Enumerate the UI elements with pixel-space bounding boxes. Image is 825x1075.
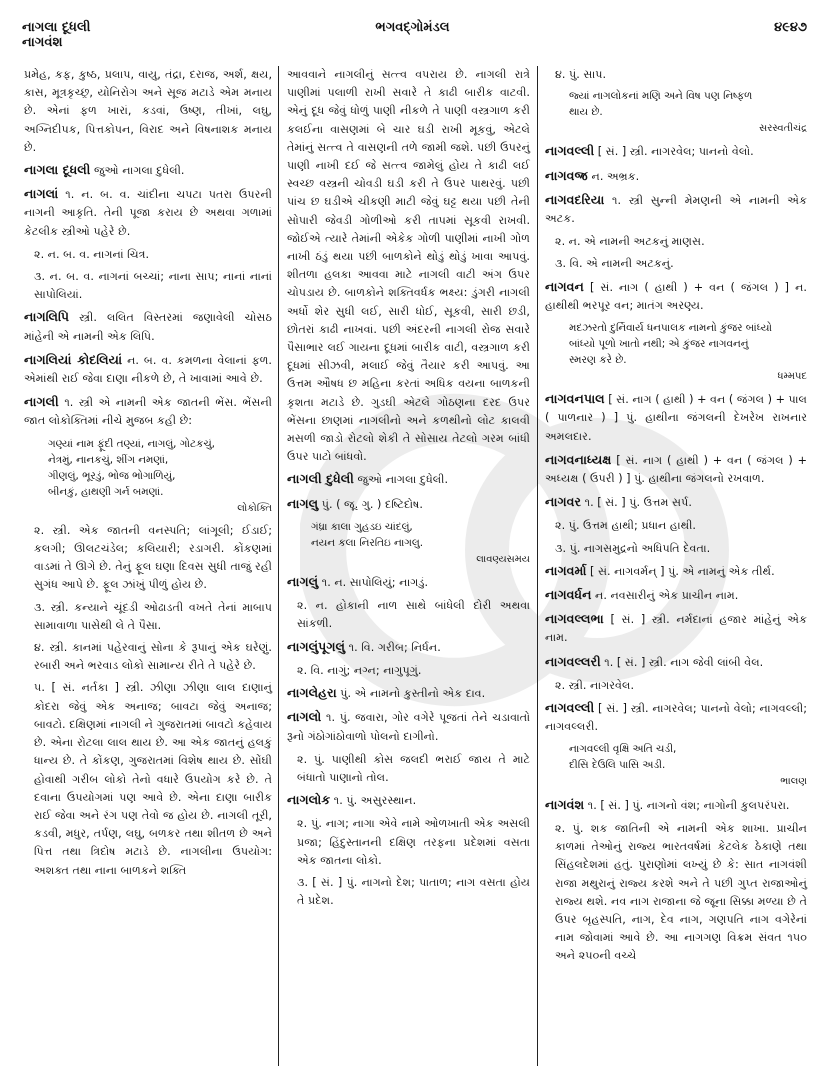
quotation-line: સ્મરણ કરે છે.	[569, 354, 627, 367]
dictionary-entry	[24, 308, 272, 345]
headword: નાગવનપાલ	[545, 391, 605, 407]
headword: નાગલુ	[287, 495, 319, 511]
definition: ૧. [ સં. ] પું. ઉત્તમ સર્પ.	[584, 496, 692, 510]
continued-text: આવવાને નાગલીનું સત્ત્વ વપરાય છે. નાગલી રાત્રે પાણીમાં પલાળી રાખી સવારે તે કાઢી બારીક વાટવી. એનું દૂધ જેવું ધોળું પાણી નીકળે તે પાણી વસ્ત્રગાળ કરી કલઈના વાસણમાં બે ચાર ઘડી રાખી મૂકવું, એટલે તેમાંનું સત્ત્વ તે વાસણની તળે જામી જશે. પછી ઉપરનું પાણી નાખી દઈ જે સત્ત્વ જામેલું હોય તે કાઢી લઈ સ્વચ્છ વસ્ત્રની ચોવડી ઘડી કરી તે ઉપર પાથરવું. પછી પાંચ છ ઘડીએ ચીકણી માટી જેવું ઘટ્ટ થયા પછી તેની સોપારી જેવડી ગોળીઓ કરી તાપમાં સૂકવી રાખવી. જોઈએ ત્યારે તેમાંની એકેક ગોળી પાણીમાં નાખી ગોળ નાખી ઠંડું થયા પછી બાળકોને થોડું થોડું ખાવા આપવું. શીતળા હલકા આવવા માટે નાગલી વાટી અંગ ઉપર ચોપડાય છે. બાળકોને શક્તિવર્ધક ભક્ષ્ય: ડુંગરી નાગલી અર્ધો શેર સુધી લઈ, સારી ધોઈ, સૂકવી, સારી છડી, છોતરાં કાઢી નાખવાં. પછી અંદરની નાગલી રોજ સવારે પૈસાભાર લઈ ગાયના દૂધમાં બારીક વાટી, વસ્ત્રગાળ કરી દૂધમાં સીઝવી, મલાઈ જેવું તૈયાર કરી આપવું. આ ઉત્તમ ઔષધ છ મહિના કરતાં અધિક વયના બાળકની કૃશતા મટાડે છે. ગુડઘી એટલે ગોઠણના દરદ ઉપર ભેંસના છાણમાં નાગલીનો અને કળથીનો લોટ કાલવી મસળી જાડો રોટલો શેકી તે સોસાય તેટલો ગરમ બાંધી ઉપર પાટો બાંધવો.	[287, 68, 530, 464]
dictionary-entry	[545, 699, 807, 736]
dictionary-entry	[287, 638, 530, 657]
dictionary-entry	[24, 161, 272, 180]
headword: નાગવંશ	[545, 796, 585, 812]
quotation-line: બીનકું, હાથણી ગર્ન બમણાં.	[48, 485, 164, 498]
headword: નાગલોક	[287, 792, 331, 808]
headword: નાગવલ્લી	[545, 700, 595, 716]
quotation-source: લોકોક્તિ	[237, 502, 272, 514]
quotation-line: દીસિ દેઉલિ પાસિ અડી.	[569, 759, 666, 772]
dictionary-entry	[545, 142, 807, 161]
dictionary-entry	[545, 451, 807, 488]
continued-text: પ્રમેહ, કફ, કુષ્ઠ, પ્રલાપ, વાયુ, તંદ્રા, દરાજ, અર્શ, ક્ષય, કાસ, મૂત્રકૃચ્છ્ર, યોનિરોગ અને સૂજ મટાડે એમ મનાય છે. એનાં ફળ ખારાં, કડવાં, ઉષ્ણ, તીખાં, લઘુ, અગ્નિદીપક, પિત્તકોપન, વિરાદ અને વિષનાશક મનાય છે.	[24, 68, 272, 154]
dictionary-entry	[287, 791, 530, 810]
headword: નાગવર્ધન	[545, 587, 592, 603]
definition: ૧. ન. સાપોલિયું; નાગડું.	[321, 576, 429, 590]
headword: નાગવલ્લરી	[545, 653, 601, 669]
definition: ૧. સ્ત્રી સુન્ની મેમણની એ નામની એક અટક.	[545, 193, 807, 226]
headword: નાગલાં	[24, 186, 59, 202]
definition: ન. બ. વ. કમળના વેલાનાં ફળ. એમાંથી રાઈ જેવા દાણા નીકળે છે, તે ખાવામાં આવે છે.	[24, 353, 272, 386]
dictionary-entry	[545, 586, 807, 605]
definition: [ સં. નાગ ( હાથી ) + વન ( જંગલ ) ] ન. હાથીથી ભરપૂર વન; માતંગ અરણ્ય.	[545, 280, 807, 312]
dictionary-entry	[545, 278, 807, 315]
definition: ૧. ન. બ. વ. ચાંદીના ચપટા પતરા ઉપરની નાગની આકૃતિ. તેની પૂજા કરાય છે અથવા ગળામાં કેટલીક સ્ત્રીઓ પહેરે છે.	[24, 188, 273, 238]
quotation-source: ભાલણ	[780, 776, 807, 788]
sense: ૨. પું. નાગ; નાગા એવે નામે ઓળખાતી એક અસલી પ્રજા; હિંદુસ્તાનની દક્ષિણ તરફના પ્રદેશમાં વસતા એક જાતના લોકો.	[297, 817, 530, 867]
sense: ૩. [ સં. ] પું. નાગનો દેશ; પાતાળ; નાગ વસતા હોય તે પ્રદેશ.	[297, 875, 530, 908]
dictionary-entry	[545, 493, 807, 512]
dictionary-entry	[287, 470, 530, 489]
definition: [ સં. નાગ ( હાથી ) + વન ( જંગલ ) + અધ્યક્ષ ( ઉપરી ) ] પું. હાથીના જંગલનો રખવાળ.	[545, 453, 807, 486]
sense: ૩. સ્ત્રી. કન્યાને ચૂંદડી ઓઢાડતી વખતે તેનાં માબાપ સામાવાળા પાસેથી લે તે પૈસા.	[34, 600, 272, 632]
headword: નાગલી	[24, 394, 59, 410]
headword: નાગલુંપૂગલું	[287, 638, 346, 654]
sense: ૩. પું. નાગસમુદ્રનો અધિપતિ દેવતા.	[555, 541, 711, 555]
definition: [ સં. નાગ ( હાથી ) + વન ( જંગલ ) + પાલ ( પાળનાર ) ] પું. હાથીના જંગલની દેખરેખ રાખનાર અમલદાર.	[545, 393, 807, 443]
sense: ૨. ન. બ. વ. નાગનાં ચિત્ર.	[34, 247, 150, 261]
quotation-source: સરસ્વતીચંદ્ર	[759, 123, 807, 135]
column-3	[545, 66, 807, 970]
quotation-line: નયન કલા નિરતિઇ નાગલુ.	[311, 536, 424, 549]
sense: ૨. ન. એ નામની અટકનું માણસ.	[555, 235, 705, 249]
headword: નાગવનાધ્યક્ષ	[545, 451, 612, 467]
dictionary-entry	[545, 610, 807, 647]
headword: નાગવલ્લી	[545, 143, 595, 159]
definition: ન. અભ્રક.	[591, 169, 640, 183]
sense: ૪. પું. સાપ.	[555, 68, 607, 81]
sense: ૨. પું. શક જાતિની એ નામની એક શાખા. પ્રાચીન કાળમાં તેઓનું રાજ્ય ભારતવર્ષમાં કેટલેક ઠેકાણે તથા સિંહલદેશમાં હતું. પુરાણોમાં લખ્યું છે કે: સાત નાગવંશી રાજા મથુરાનું રાજ્ય કરશે અને તે પછી ગુપ્ત રાજાઓનું રાજ્ય થશે. નવ નાગ રાજાના જે જૂના સિક્કા મળ્યા છે તે ઉપર બૃહસ્પતિ, નાગ, દેવ નાગ, ગણપતિ નાગ વગેરેનાં નામ જોવામાં આવે છે. આ નાગગણ વિક્રમ સંવત ૧૫૦ અને ૨૫૦ની વચ્ચે	[555, 821, 807, 963]
quotation-line: ગણ્યાં નામ ફૂંદી તણ્યાં, નાગલું, ગોટકચું,	[48, 437, 215, 450]
definition: ૧. [ સં. ] પું. નાગનો વંશ; નાગોની કુલપરંપરા.	[587, 798, 790, 812]
headword: નાગલી દુધેલી	[287, 471, 354, 487]
definition: ૧. પું. જવારા, ગોર વગેરે પૂજતાં તેને ચડાવાતો રૂનો ગંઠોગાંઠોવાળો પોલનો દાગીનો.	[287, 711, 530, 743]
headword: નાગલો	[287, 709, 322, 725]
headword: નાગવર્મા	[545, 562, 587, 578]
page-number: ૪૯૪૭	[774, 20, 807, 35]
dictionary-entry	[24, 185, 272, 241]
definition: [ સં. ] સ્ત્રી. નાગરવેલ; પાનનો વેલો; નાગવલ્લી; નાગવલ્લરી.	[545, 702, 807, 734]
quotation-line: મદઝરતો દુર્નિવાર્ય ધનપાલક નામનો કુંજર બાંધ્યો	[569, 322, 772, 335]
sense: ૪. સ્ત્રી. કાનમાં પહેરવાનું સોના કે રૂપાનું એક ઘરેણું. રબારી અને ભરવાડ લોકો સામાન્ય રીતે તે પહેરે છે.	[34, 641, 272, 673]
sense: ૨. ન. હોકાની નાળ સાથે બાંધેલી દોરી અથવા સાંકળી.	[297, 599, 530, 631]
quotation-line: જ્યાં નાગલોકનાં મણિ અને વિષ પણ નિષ્ફળ	[569, 90, 753, 103]
dictionary-entry	[24, 393, 272, 430]
last-headword: નાગવંશ	[22, 35, 63, 50]
sense: ૫. [ સં. નર્તકા ] સ્ત્રી. ઝીણા ઝીણા લાલ દાણાનું કોદરા જેવું એક અનાજ; બાવટા જેવું અનાજ; બાવટો. દક્ષિણમાં નાગલી ને ગુજરાતમાં બાવટો કહેવાય છે. એના રોટલા લાલ થાય છે. આ એક જાતનું હલકું ધાન્ય છે. તે કોંકણ, ગુજરાતમાં વિશેષ થાય છે. સોંઘી હોવાથી ગરીબ લોકો તેનો વધારે ઉપયોગ કરે છે. તે દવાના ઉપયોગમાં પણ આવે છે. એના દાણા બારીક રાઈ જેવા અને રંગ પણ તેવો જ હોય છે. નાગલી તૂરી, કડવી, મધુર, તર્પણ, લઘુ, બળકર તથા શીતળ છે અને પિત્ત તથા ત્રિદોષ મટાડે છે. નાગલીના ઉપયોગ: અશક્ત તથા નાના બાળકને શક્તિ	[34, 681, 272, 877]
definition: ૧. સ્ત્રી એ નામની એક જાતની ભેંસ. ભેંસની જાત લોકોક્તિમાં નીચે મુજબ કહી છે:	[24, 396, 273, 428]
headword: નાગવલ્લભા	[545, 611, 604, 627]
column-divider	[278, 66, 279, 1066]
dictionary-entry	[545, 167, 807, 186]
headword: નાગવર	[545, 494, 582, 510]
quotation-line: ગંધ્રા કાલા ગુહડઇ ચાંદલું,	[311, 520, 413, 533]
headword: નાગવન	[545, 278, 584, 294]
sense: ૨. વિ. નાગું; નગ્ન; નાગુપૂગું.	[297, 663, 422, 677]
quotation-line: થાય છે.	[569, 106, 603, 119]
sense: ૩. વિ. એ નામની અટકનું.	[555, 257, 674, 271]
headword: નાગલિયાં કોદલિયાં	[24, 351, 123, 367]
headword: નાગલિપિ	[24, 309, 70, 325]
quotation-line: નાગવલ્લી વૃક્ષિ અતિ ચડી,	[569, 743, 677, 756]
headword: નાગવજ્ર	[545, 167, 588, 183]
definition: ૧. [ સં. ] સ્ત્રી. નાગ જેવી લાંબી વેલ.	[604, 655, 764, 669]
sense: ૩. ન. બ. વ. નાગનાં બચ્ચાં; નાના સાપ; નાનાં નાનાં સાપોલિયાં.	[34, 270, 272, 302]
dictionary-entry	[24, 351, 272, 388]
definition: ન. નવસારીનું એક પ્રાચીન નામ.	[595, 589, 739, 603]
dictionary-entry	[287, 684, 530, 703]
headword: નાગલેહરા	[287, 685, 337, 701]
definition: જુઓ નાગલા દુધેલી.	[357, 473, 449, 487]
dictionary-entry	[545, 653, 807, 672]
sense: ૨. પું. પાણીથી કોસ જલદી ભરાઈ જાય તે માટે બંધાતો પાણાનો તોલ.	[297, 752, 530, 784]
dictionary-entry	[287, 708, 530, 745]
definition: [ સં. ] સ્ત્રી. નાગરવેલ; પાનનો વેલો.	[597, 145, 754, 159]
sense: ૨. પું. ઉત્તમ હાથી; પ્રધાન હાથી.	[555, 519, 696, 533]
sense: ૨. સ્ત્રી. નાગરવેલ.	[555, 678, 635, 692]
dictionary-entry	[545, 390, 807, 446]
column-1	[24, 66, 272, 884]
first-headword: નાગલા દૂધલી	[22, 20, 91, 35]
dictionary-entry	[545, 562, 807, 581]
quotation-line: બાંધ્યો પૂળો ખાતો નથી; એ કુંજર નાગવનનું	[569, 338, 749, 351]
definition: પું. એ નામનો કુસ્તીનો એક દાવ.	[340, 687, 486, 701]
quotation-line: નેત્રમું, નાનકચું, શીંગ નમણાં,	[48, 453, 169, 466]
sense: ૨. સ્ત્રી. એક જાતની વનસ્પતિ; લાંગૂલી; ઈડાઈ; કલગી; ઊલટચંડેલ; કલિયારી; રડાગરી. કોંકણમાં વાડમાં તે ઊગે છે. તેનું ફૂલ ઘણા દિવસ સુધી તાજું રહી સુગંધ આપે છે. ફૂલ ઝાંખું પીળું હોય છે.	[34, 523, 272, 592]
dictionary-entry	[545, 191, 807, 228]
definition: જુઓ નાગલા દુધેલી.	[93, 164, 185, 178]
book-title: ભગવદ્ગોમંડલ	[375, 20, 450, 35]
quotation-line: ગીણલું, ભૂરડું, ભોજ ભોગાળિયું,	[48, 469, 176, 482]
dictionary-entry	[545, 796, 807, 815]
dictionary-entry	[287, 573, 530, 592]
column-2	[287, 66, 530, 914]
headword: નાગવદરિયા	[545, 191, 605, 207]
headword: નાગલું	[287, 574, 319, 590]
quotation-source: લાવણ્યસમય	[476, 553, 530, 565]
headword: નાગલા દૂધલી	[24, 162, 91, 178]
definition: ૧. પું. અસુરસ્થાન.	[333, 794, 417, 808]
column-divider	[537, 66, 538, 1066]
quotation-source: ધમ્મપદ	[777, 371, 807, 383]
dictionary-entry	[287, 495, 530, 514]
definition: સ્ત્રી. લલિત વિસ્તરમાં જણાવેલી ચોસઠ માંહેની એ નામની એક લિપિ.	[24, 311, 272, 343]
definition: ૧. વિ. ગરીબ; નિર્ધન.	[348, 640, 441, 654]
definition: [ સં. નાગવર્મન્ ] પું. એ નામનું એક તીર્થ.	[590, 564, 775, 578]
definition: પું. ( જૂ. ગુ. ) દષ્ટિદોષ.	[321, 497, 423, 511]
definition: [ સં. ] સ્ત્રી. નર્મદાનાં હજાર માંહેનું એક નામ.	[545, 613, 807, 645]
